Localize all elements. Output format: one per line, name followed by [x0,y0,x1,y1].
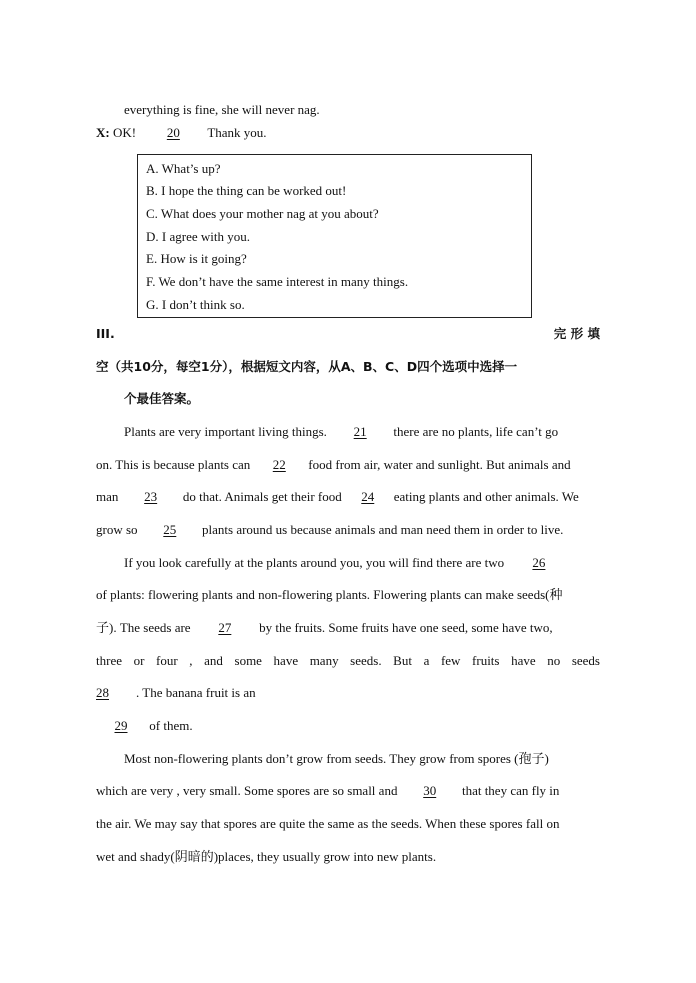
text: eating plants and other animals. We [393,489,579,504]
option-a: A. What’s up? [146,161,221,176]
dialog-x-text: OK! [109,125,140,140]
blank-27[interactable]: 27 [218,620,232,635]
option-f: F. We don’t have the same interest in many things. [146,274,409,289]
option-c: C. What does your mother nag at you about? [146,206,379,221]
passage-line: three or four , and some have many seeds. But a few fruits have no seeds [96,653,600,668]
text: man [96,489,122,504]
blank-21[interactable]: 21 [353,424,367,439]
passage-line [96,457,600,473]
text: of them. [146,718,193,733]
passage-line [96,620,600,636]
dialog-text: everything is fine, she will never nag. [124,102,320,117]
section-heading-line3: 个最佳答案。 [124,391,200,406]
blank-28[interactable]: 28 [96,685,109,700]
speaker-x: X: [96,125,110,140]
blank-22[interactable]: 22 [272,457,286,472]
blank-26[interactable]: 26 [532,555,546,570]
option-b: B. I hope the thing can be worked out! [146,183,347,198]
passage-line [96,522,600,538]
blank-20[interactable]: 20 [166,125,180,140]
section-heading-line1 [96,326,600,342]
passage-line: Most non-flowering plants don’t grow from seeds. They grow from spores (孢子) [124,751,549,766]
text: grow so [96,522,141,537]
passage-line [124,555,600,571]
text: there are no plants, life can’t go [390,424,559,439]
text: Plants are very important living things. [124,424,331,439]
dialog-x-text-after: Thank you. [207,125,267,140]
text: by the fruits. Some fruits have one seed, some have two, [255,620,553,635]
passage-line [96,489,600,505]
dialog-x-line [96,125,600,141]
text: that they can fly in [458,783,560,798]
section-heading-line2: 空（共10分，每空1分），根据短文内容，从A、B、C、D四个选项中选择一 [96,359,518,374]
section-numeral: III. [96,326,115,341]
passage-line: wet and shady(阴暗的)places, they usually grow into new plants. [96,849,437,864]
text: 子). The seeds are [96,620,194,635]
passage-line: the air. We may say that spores are quite the same as the seeds. When these spores fall on [96,816,560,831]
blank-25[interactable]: 25 [163,522,177,537]
section-title-tail: 完 形 填 [553,326,600,341]
blank-30[interactable]: 30 [423,783,437,798]
text: on. This is because plants can [96,457,251,472]
text: which are very , very small. Some spores are so small and [96,783,401,798]
text: plants around us because animals and man need them in order to live. [198,522,564,537]
text: do that. Animals get their food [179,489,342,504]
option-g: G. I don’t think so. [146,297,245,312]
passage-line [96,718,600,734]
passage-line: of plants: flowering plants and non-flowering plants. Flowering plants can make seeds(种 [96,587,563,602]
option-e: E. How is it going? [146,251,247,266]
passage-line [124,424,600,440]
text: If you look carefully at the plants around you, you will find there are two [124,555,508,570]
text: . The banana fruit is an [136,685,256,700]
passage-line [96,783,600,799]
blank-24[interactable]: 24 [361,489,375,504]
dialog-line [124,102,628,118]
blank-29[interactable]: 29 [114,718,128,733]
text: food from air, water and sunlight. But animals and [308,457,571,472]
options-box [137,154,532,318]
blank-23[interactable]: 23 [144,489,158,504]
passage-line [96,685,600,701]
option-d: D. I agree with you. [146,229,250,244]
